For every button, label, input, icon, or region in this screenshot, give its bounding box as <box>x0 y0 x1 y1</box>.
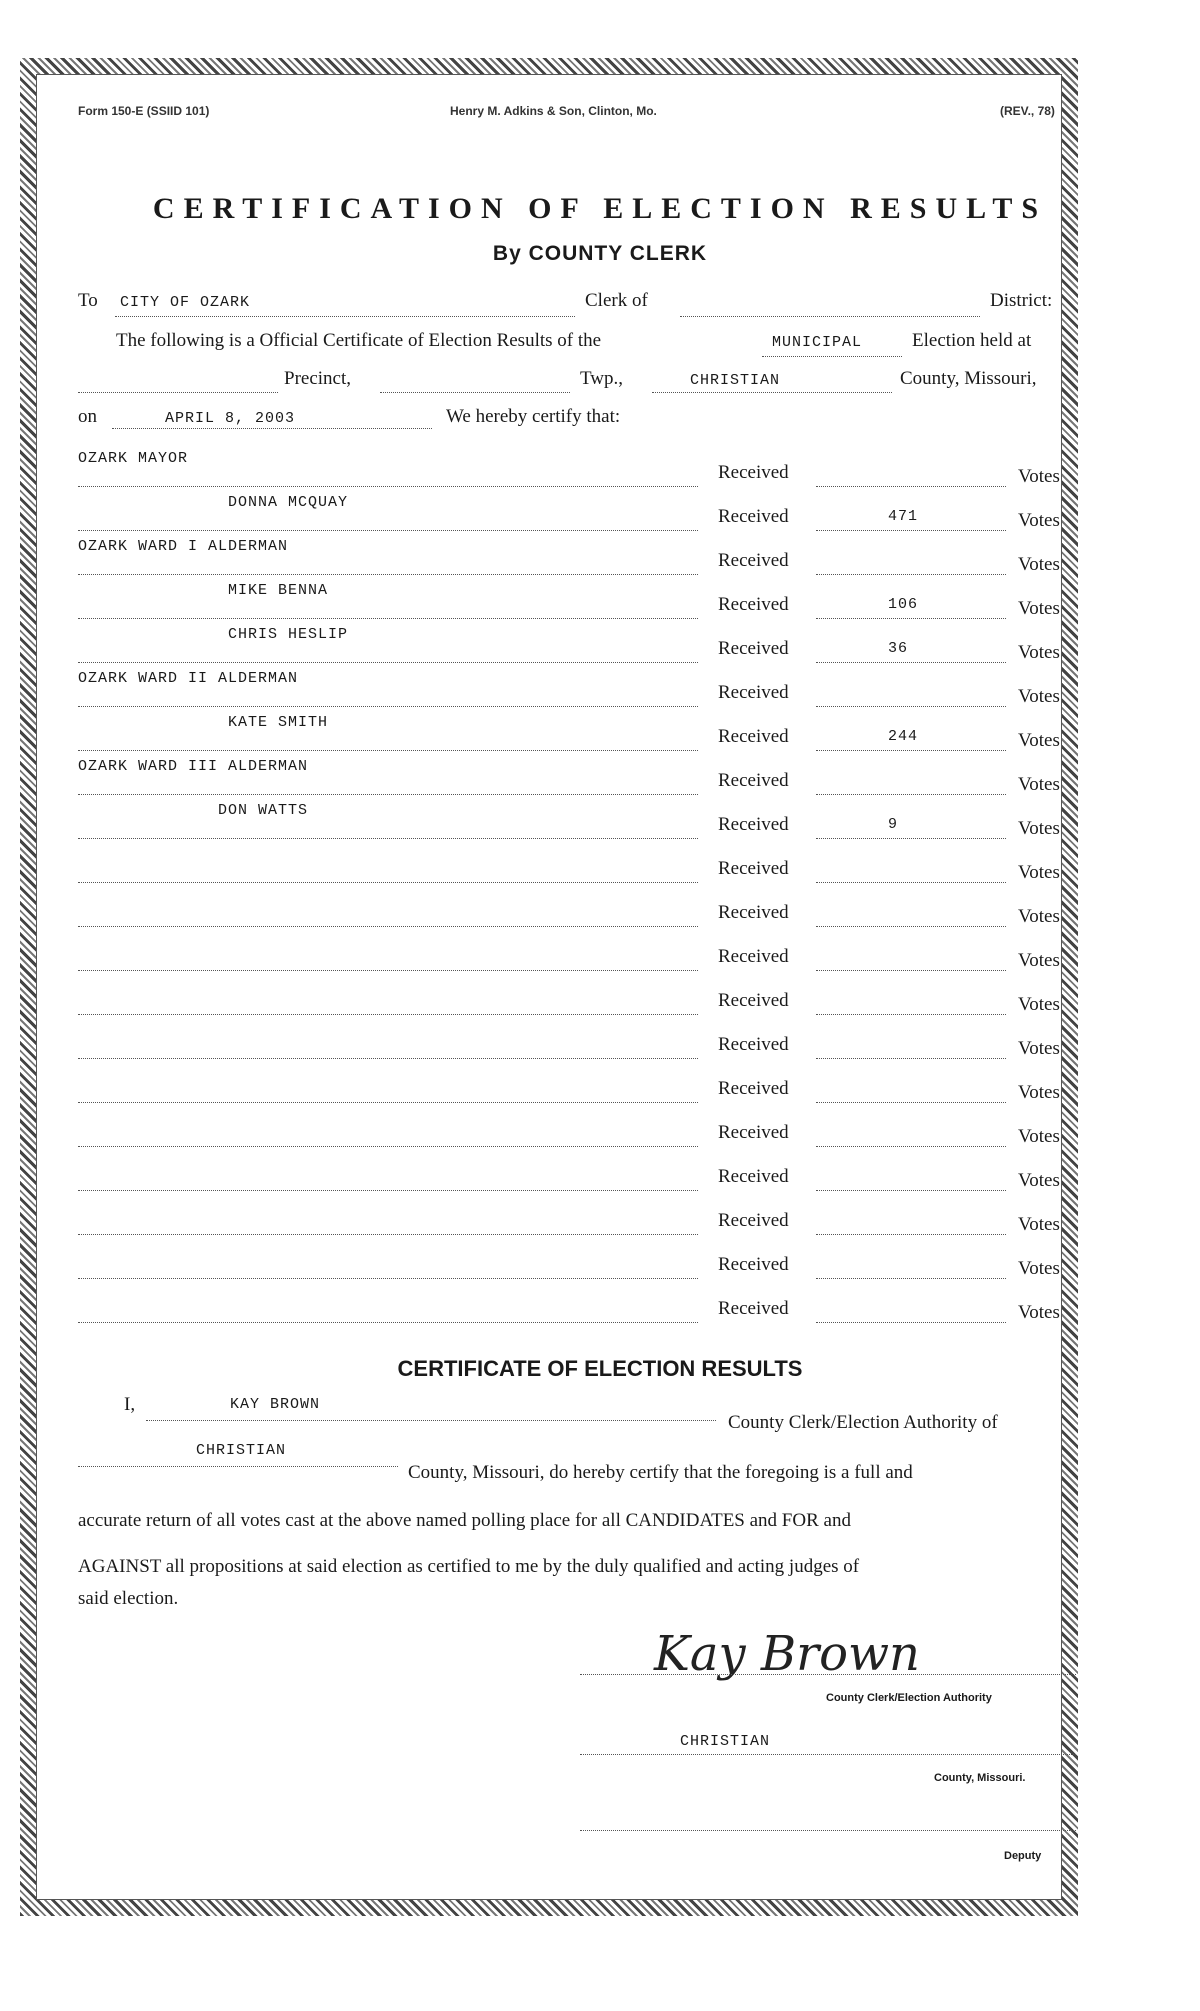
signature-line <box>580 1674 1076 1675</box>
election-type-line <box>762 356 902 357</box>
county-line <box>652 392 892 393</box>
candidate-line <box>78 1102 698 1103</box>
received-label: Received <box>718 638 789 659</box>
signature-county-line <box>580 1754 1076 1755</box>
vote-count-line <box>816 882 1006 883</box>
document-title: CERTIFICATION OF ELECTION RESULTS <box>152 192 1048 225</box>
received-label: Received <box>718 1254 789 1275</box>
clerk-name: KAY BROWN <box>230 1396 321 1413</box>
election-date: APRIL 8, 2003 <box>165 410 296 427</box>
clerk-name-line <box>146 1420 716 1421</box>
candidate-name: DON WATTS <box>218 802 309 819</box>
received-label: Received <box>718 1166 789 1187</box>
form-number: Form 150-E (SSIID 101) <box>78 104 210 118</box>
vote-count: 9 <box>888 816 899 833</box>
to-label: To <box>78 290 98 311</box>
election-held-label: Election held at <box>912 330 1032 351</box>
vote-count-line <box>816 530 1006 531</box>
revision: (REV., 78) <box>1000 104 1055 118</box>
vote-count-line <box>816 838 1006 839</box>
candidate-line <box>78 1234 698 1235</box>
candidate-name: DONNA MCQUAY <box>228 494 349 511</box>
received-label: Received <box>718 858 789 879</box>
document-subtitle: By COUNTY CLERK <box>492 242 708 265</box>
votes-label: Votes <box>1018 950 1060 971</box>
received-label: Received <box>718 1122 789 1143</box>
election-type: MUNICIPAL <box>772 334 863 351</box>
received-label: Received <box>718 946 789 967</box>
vote-count-line <box>816 1322 1006 1323</box>
candidate-line <box>78 574 698 575</box>
vote-count-line <box>816 1146 1006 1147</box>
clerk-of-line <box>680 316 980 317</box>
candidate-line <box>78 750 698 751</box>
votes-label: Votes <box>1018 1082 1060 1103</box>
certificate-body-4: said election. <box>78 1588 179 1609</box>
vote-count-line <box>816 574 1006 575</box>
vote-count: 36 <box>888 640 909 657</box>
candidate-name: OZARK WARD II ALDERMAN <box>78 670 299 687</box>
votes-label: Votes <box>1018 1302 1060 1323</box>
candidate-name: MIKE BENNA <box>228 582 329 599</box>
candidate-line <box>78 530 698 531</box>
on-label: on <box>78 406 97 427</box>
candidate-line <box>78 1014 698 1015</box>
certificate-county-line <box>78 1466 398 1467</box>
to-line <box>115 316 575 317</box>
candidate-name: KATE SMITH <box>228 714 329 731</box>
vote-count-line <box>816 750 1006 751</box>
candidate-line <box>78 1190 698 1191</box>
clerk-of-label: Clerk of <box>585 290 648 311</box>
deputy-line <box>580 1830 1076 1831</box>
county-missouri-label: County, Missouri, <box>900 368 1037 389</box>
deputy-label: Deputy <box>1004 1850 1042 1862</box>
candidate-line <box>78 926 698 927</box>
candidate-line <box>78 662 698 663</box>
intro-text: The following is a Official Certificate of Election Results of the <box>116 330 602 351</box>
votes-label: Votes <box>1018 862 1060 883</box>
candidate-line <box>78 618 698 619</box>
twp-label: Twp., <box>580 368 624 389</box>
vote-count-line <box>816 662 1006 663</box>
vote-count-line <box>816 618 1006 619</box>
vote-count-line <box>816 926 1006 927</box>
votes-label: Votes <box>1018 1126 1060 1147</box>
votes-label: Votes <box>1018 510 1060 531</box>
votes-label: Votes <box>1018 1038 1060 1059</box>
received-label: Received <box>718 902 789 923</box>
candidate-line <box>78 1322 698 1323</box>
vote-count-line <box>816 1102 1006 1103</box>
district-label: District: <box>990 290 1053 311</box>
precinct-line <box>78 392 278 393</box>
received-label: Received <box>718 682 789 703</box>
votes-label: Votes <box>1018 466 1060 487</box>
signature-title: County Clerk/Election Authority <box>826 1692 992 1704</box>
candidate-line <box>78 706 698 707</box>
candidate-line <box>78 1058 698 1059</box>
candidate-line <box>78 794 698 795</box>
authority-text: County Clerk/Election Authority of <box>728 1412 998 1433</box>
vote-count-line <box>816 794 1006 795</box>
received-label: Received <box>718 990 789 1011</box>
date-line <box>112 428 432 429</box>
vote-count-line <box>816 706 1006 707</box>
votes-label: Votes <box>1018 730 1060 751</box>
certificate-body-1: County, Missouri, do hereby certify that the foregoing is a full and <box>408 1462 913 1483</box>
twp-line <box>380 392 570 393</box>
candidate-line <box>78 838 698 839</box>
votes-label: Votes <box>1018 1170 1060 1191</box>
certify-text: We hereby certify that: <box>446 406 621 427</box>
received-label: Received <box>718 1034 789 1055</box>
vote-count: 106 <box>888 596 919 613</box>
vote-count-line <box>816 1278 1006 1279</box>
county-value: CHRISTIAN <box>690 372 781 389</box>
votes-label: Votes <box>1018 1214 1060 1235</box>
candidate-name: OZARK MAYOR <box>78 450 189 467</box>
votes-label: Votes <box>1018 994 1060 1015</box>
printer-name: Henry M. Adkins & Son, Clinton, Mo. <box>450 104 657 118</box>
signature-county: CHRISTIAN <box>680 1733 771 1750</box>
votes-label: Votes <box>1018 774 1060 795</box>
received-label: Received <box>718 1210 789 1231</box>
vote-count-line <box>816 970 1006 971</box>
received-label: Received <box>718 1078 789 1099</box>
received-label: Received <box>718 726 789 747</box>
received-label: Received <box>718 462 789 483</box>
candidate-name: OZARK WARD III ALDERMAN <box>78 758 309 775</box>
candidate-line <box>78 1146 698 1147</box>
vote-count: 244 <box>888 728 919 745</box>
certificate-title: CERTIFICATE OF ELECTION RESULTS <box>397 1356 803 1381</box>
precinct-label: Precinct, <box>284 368 352 389</box>
vote-count-line <box>816 486 1006 487</box>
votes-label: Votes <box>1018 642 1060 663</box>
vote-count-line <box>816 1234 1006 1235</box>
received-label: Received <box>718 550 789 571</box>
votes-label: Votes <box>1018 906 1060 927</box>
vote-count-line <box>816 1190 1006 1191</box>
candidate-name: CHRIS HESLIP <box>228 626 349 643</box>
vote-count: 471 <box>888 508 919 525</box>
votes-label: Votes <box>1018 554 1060 575</box>
votes-label: Votes <box>1018 1258 1060 1279</box>
votes-label: Votes <box>1018 686 1060 707</box>
vote-count-line <box>816 1058 1006 1059</box>
votes-label: Votes <box>1018 818 1060 839</box>
received-label: Received <box>718 814 789 835</box>
handwritten-signature: Kay Brown <box>654 1626 920 1682</box>
vote-count-line <box>816 1014 1006 1015</box>
candidate-line <box>78 486 698 487</box>
received-label: Received <box>718 506 789 527</box>
candidate-name: OZARK WARD I ALDERMAN <box>78 538 289 555</box>
signature-county-label: County, Missouri. <box>934 1772 1026 1784</box>
received-label: Received <box>718 1298 789 1319</box>
candidate-line <box>78 970 698 971</box>
candidate-line <box>78 1278 698 1279</box>
certificate-body-3: AGAINST all propositions at said election as certified to me by the duly qualified and acting judges of <box>78 1556 860 1577</box>
received-label: Received <box>718 594 789 615</box>
i-label: I, <box>124 1394 136 1415</box>
candidate-line <box>78 882 698 883</box>
to-value: CITY OF OZARK <box>120 294 251 311</box>
received-label: Received <box>718 770 789 791</box>
certificate-county: CHRISTIAN <box>196 1442 287 1459</box>
certificate-body-2: accurate return of all votes cast at the above named polling place for all CANDIDATES and FOR and <box>78 1510 851 1531</box>
votes-label: Votes <box>1018 598 1060 619</box>
